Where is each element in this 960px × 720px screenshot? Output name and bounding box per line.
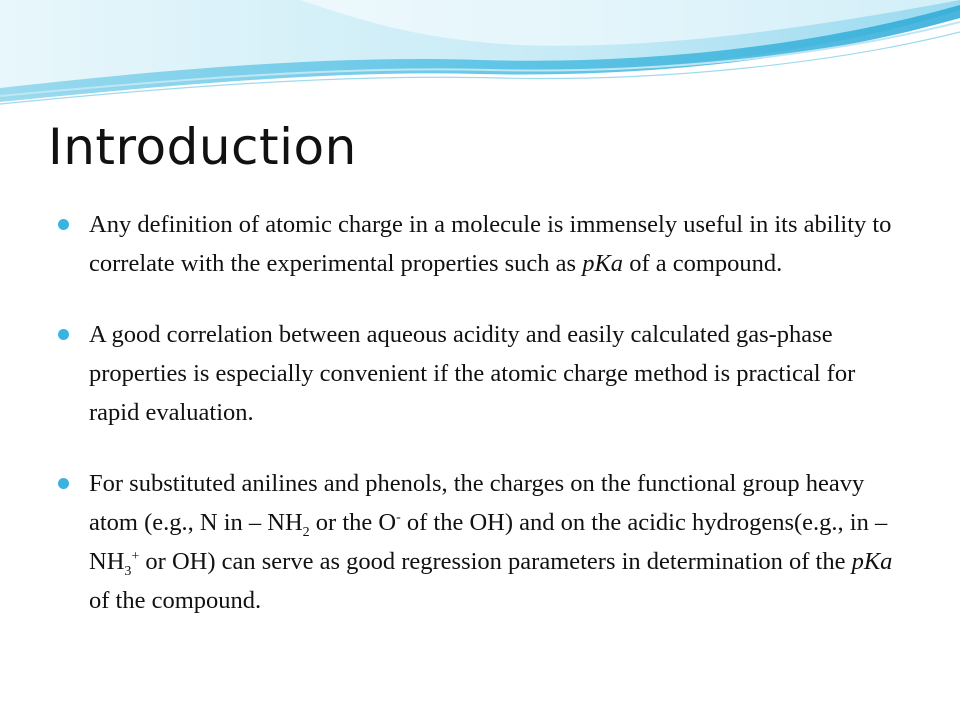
slide-title: Introduction [48, 118, 357, 176]
bullet-text-part: For substituted anilines and phenols, the charges on the functional group heavy atom (e.g., N in – NH [89, 470, 865, 536]
bullet-text-part: or OH) can serve as good regression parameters in determination of the [139, 548, 852, 575]
bullet-list [58, 205, 908, 652]
bullet-text: A good correlation between aqueous acidity and easily calculated gas-phase properties is especially convenient if the atomic charge method is practical for rapid evaluation. [89, 321, 856, 426]
bullet-dot-icon [58, 219, 69, 230]
bullet-text-part: of the OH) and on the acidic hydrogens(e.g., in –NH [89, 509, 888, 575]
bullet-dot-icon [58, 329, 69, 340]
subscript: 2 [302, 524, 310, 540]
bullet-text-part: of a compound. [623, 250, 783, 277]
pka-italic: pKa [851, 548, 893, 575]
bullet-text-part: of the compound. [89, 587, 262, 614]
superscript: + [131, 548, 140, 564]
bullet-dot-icon [58, 478, 69, 489]
bullet-text-part: Any definition of atomic charge in a molecule is immensely useful in its ability to correlate with the experimental properties such as [89, 211, 892, 277]
bullet-item [58, 315, 908, 432]
bullet-item [58, 205, 908, 283]
bullet-item [58, 464, 908, 620]
superscript: - [396, 509, 401, 525]
pka-italic: pKa [582, 250, 624, 277]
header-wave-decoration [0, 0, 960, 110]
bullet-text-part: or the O [309, 509, 397, 536]
subscript: 3 [124, 563, 132, 579]
